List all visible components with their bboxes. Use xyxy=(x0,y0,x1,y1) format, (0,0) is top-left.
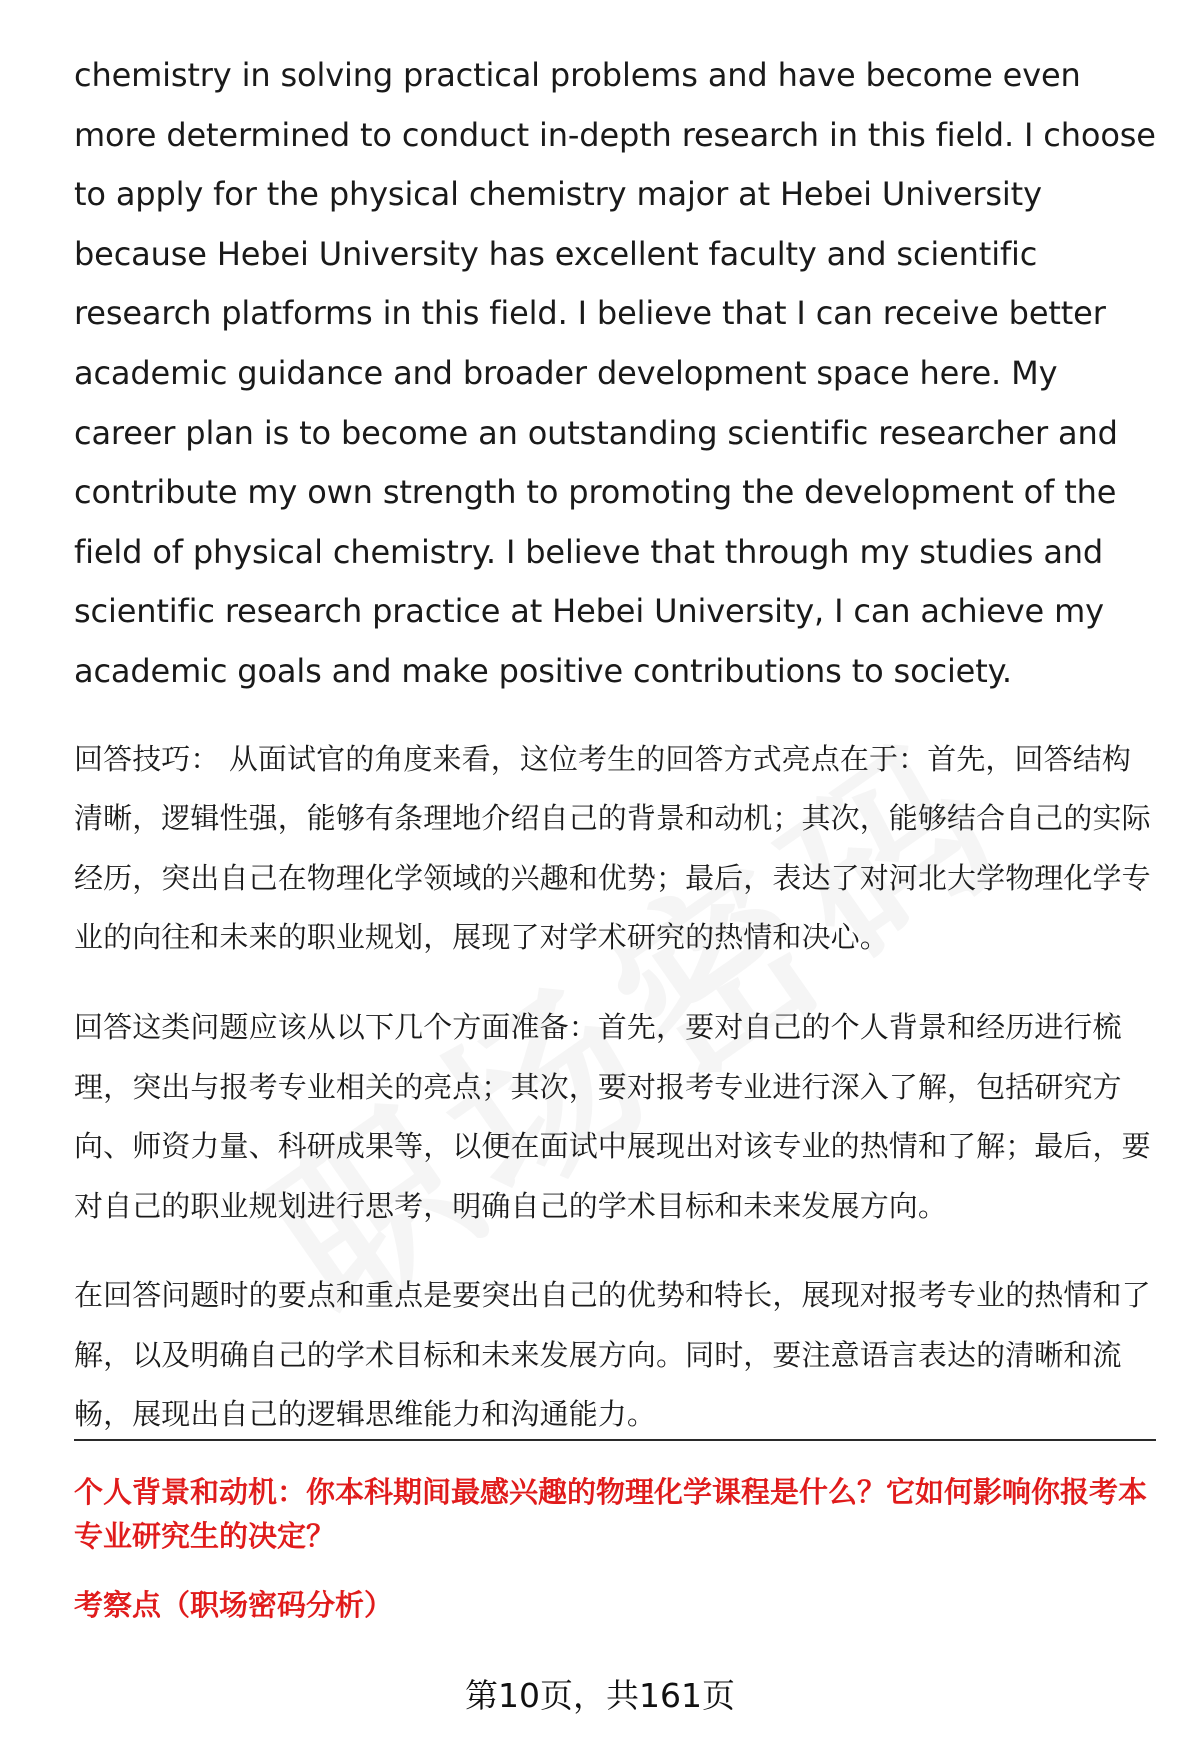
answer-tips-paragraph: 回答技巧： 从面试官的角度来看，这位考生的回答方式亮点在于：首先，回答结构清晰，逻辑性强，能够有条理地介绍自己的背景和动机；其次，能够结合自己的实际经历，突出自己在物理化学领域的兴趣和优势；最后，表达了对河北大学物理化学专业的向往和未来的职业规划，展现了对学术研究的热情和决心。 xyxy=(74,741,1151,955)
document-body xyxy=(74,46,1159,1445)
key-points-paragraph: 在回答问题时的要点和重点是要突出自己的优势和特长，展现对报考专业的热情和了解，以及明确自己的学术目标和未来发展方向。同时，要注意语言表达的清晰和流畅，展现出自己的逻辑思维能力和沟通能力。 xyxy=(74,1278,1151,1432)
english-answer-paragraph: chemistry in solving practical problems and have become even more determined to conduct in-depth research in this field. I choose to apply for the physical chemistry major at Hebei University because Hebei University has excellent faculty and scientific research platforms in this field. I believe that I can receive better academic guidance and broader development space here. My career plan is to become an outstanding scientific researcher and contribute my own strength to promoting the development of the field of physical chemistry. I believe that through my studies and scientific research practice at Hebei University, I can achieve my academic goals and make positive contributions to society. xyxy=(74,56,1156,690)
section-divider xyxy=(74,1439,1156,1441)
next-question-heading: 个人背景和动机：你本科期间最感兴趣的物理化学课程是什么？它如何影响你报考本专业研究生的决定？ xyxy=(74,1475,1148,1553)
page-number-footer: 第10页，共161页 xyxy=(465,1676,735,1715)
exam-point-heading: 考察点（职场密码分析） xyxy=(74,1588,394,1622)
preparation-advice-paragraph: 回答这类问题应该从以下几个方面准备：首先，要对自己的个人背景和经历进行梳理，突出与报考专业相关的亮点；其次，要对报考专业进行深入了解，包括研究方向、师资力量、科研成果等，以便在面试中展现出对该专业的热情和了解；最后，要对自己的职业规划进行思考，明确自己的学术目标和未来发展方向。 xyxy=(74,1009,1151,1223)
